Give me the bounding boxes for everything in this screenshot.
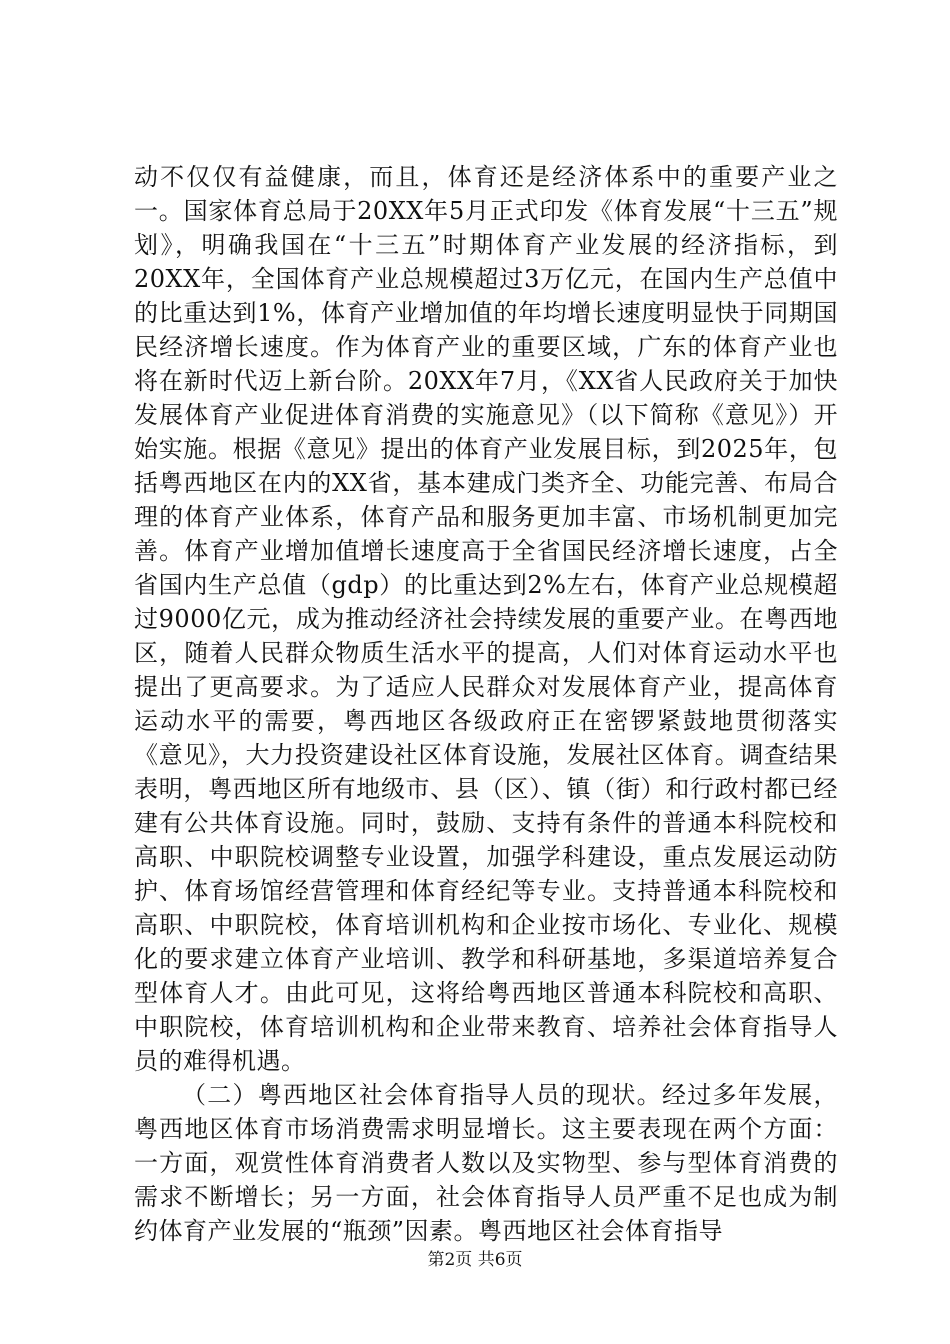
document-body [134, 160, 838, 1248]
body-paragraph-section-2: （二）粤西地区社会体育指导人员的现状。经过多年发展，粤西地区体育市场消费需求明显增长。这主要表现在两个方面：一方面，观赏性体育消费者人数以及实物型、参与型体育消费的需求不断增长；另一方面，社会体育指导人员严重不足也成为制约体育产业发展的“瓶颈”因素。粤西地区社会体育指导 [134, 1081, 838, 1245]
body-paragraph: 动不仅仅有益健康，而且，体育还是经济体系中的重要产业之一。国家体育总局于20XX年5月正式印发《体育发展“十三五”规划》，明确我国在“十三五”时期体育产业发展的经济指标，到20XX年，全国体育产业总规模超过3万亿元，在国内生产总值中的比重达到1%，体育产业增加值的年均增长速度明显快于同期国民经济增长速度。作为体育产业的重要区域，广东的体育产业也将在新时代迈上新台阶。20XX年7月，《XX省人民政府关于加快发展体育产业促进体育消费的实施意见》（以下简称《意见》）开始实施。根据《意见》提出的体育产业发展目标，到2025年，包括粤西地区在内的XX省，基本建成门类齐全、功能完善、布局合理的体育产业体系，体育产品和服务更加丰富、市场机制更加完善。体育产业增加值增长速度高于全省国民经济增长速度，占全省国内生产总值（gdp）的比重达到2%左右，体育产业总规模超过9000亿元，成为推动经济社会持续发展的重要产业。在粤西地区，随着人民群众物质生活水平的提高，人们对体育运动水平也提出了更高要求。为了适应人民群众对发展体育产业，提高体育运动水平的需要，粤西地区各级政府正在密锣紧鼓地贯彻落实《意见》，大力投资建设社区体育设施，发展社区体育。调查结果表明，粤西地区所有地级市、县（区）、镇（街）和行政村都已经建有公共体育设施。同时，鼓励、支持有条件的普通本科院校和高职、中职院校调整专业设置，加强学科建设，重点发展运动防护、体育场馆经营管理和体育经纪等专业。支持普通本科院校和高职、中职院校，体育培训机构和企业按市场化、专业化、规模化的要求建立体育产业培训、教学和科研基地，多渠道培养复合型体育人才。由此可见，这将给粤西地区普通本科院校和高职、中职院校，体育培训机构和企业带来教育、培养社会体育指导人员的难得机遇。 [134, 163, 838, 1075]
page-footer: 第2页 共6页 [427, 1250, 523, 1270]
